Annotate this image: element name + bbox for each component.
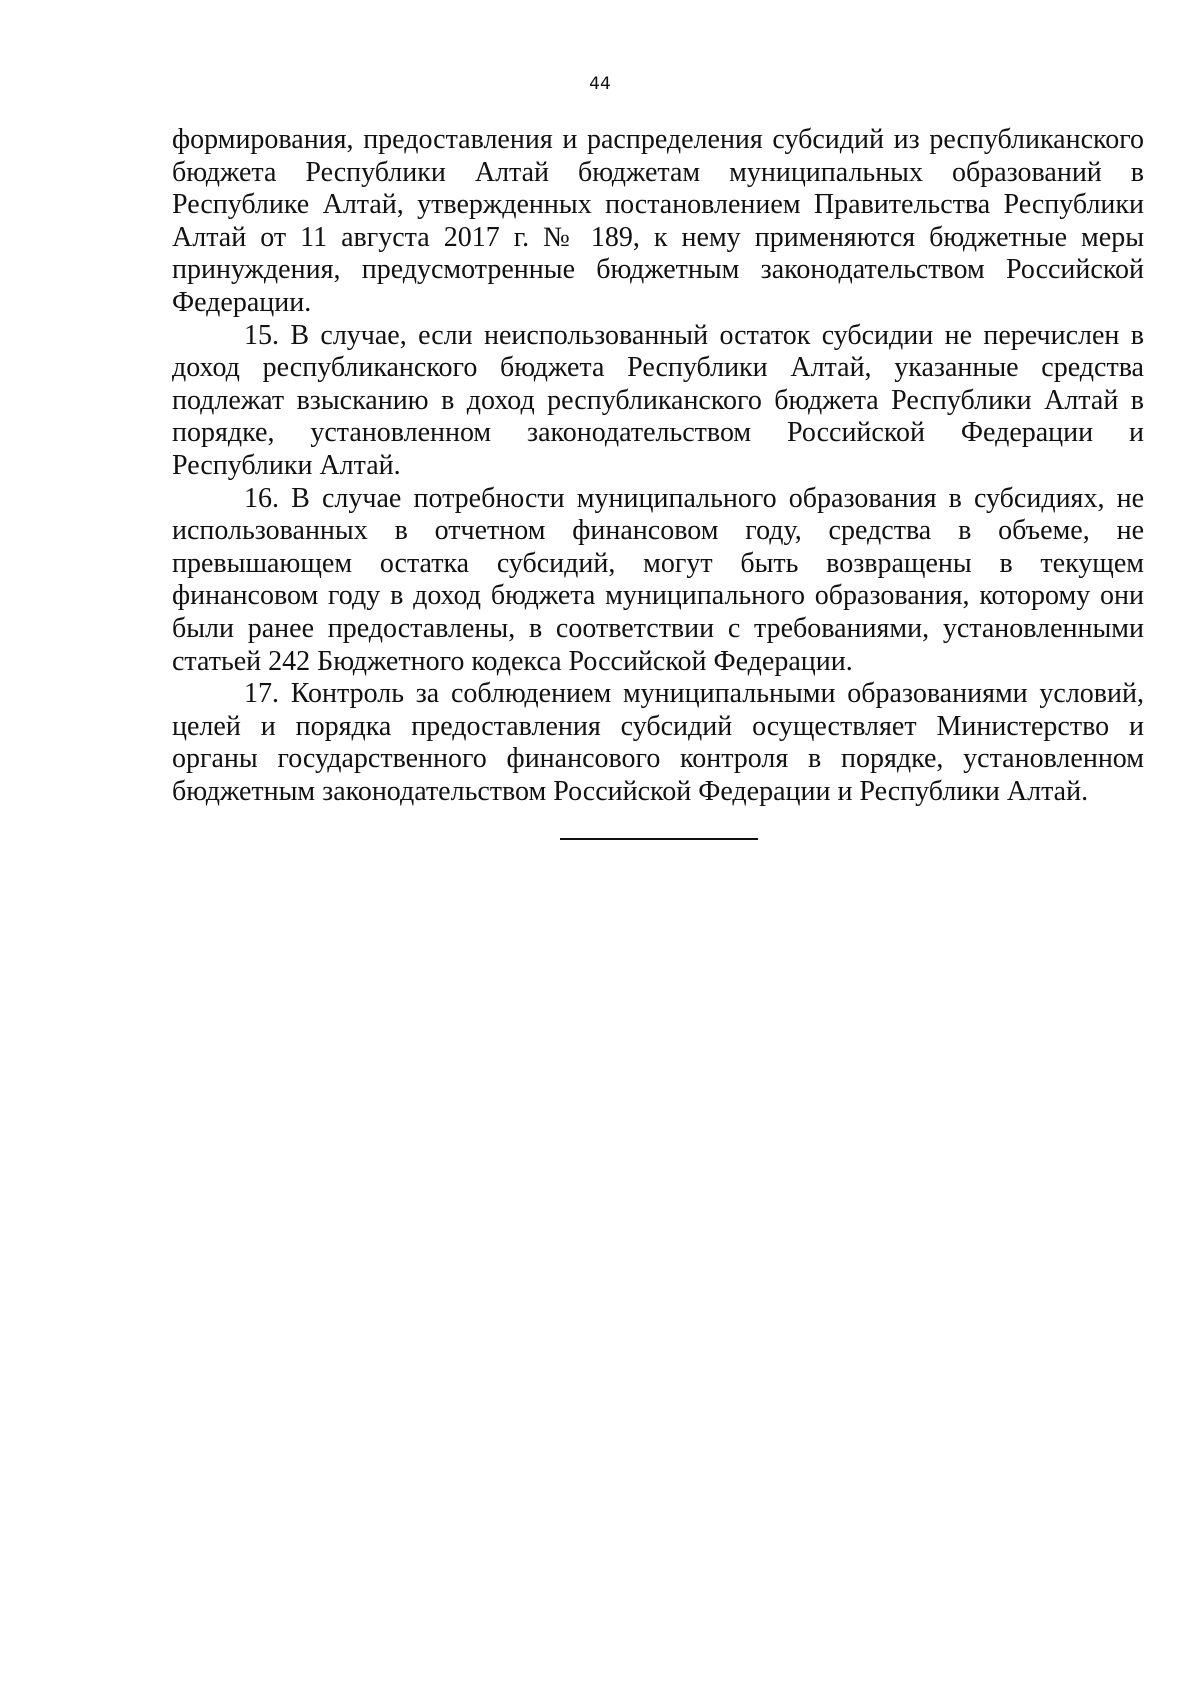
paragraph-16: 16. В случае потребности муниципального образования в субсидиях, не использованных в отчетном финансовом году, средства в объеме, не превышающем остатка субсидий, могут быть возвращены в текущем финансовом году в доход бюджета муниципального образования, которому они были ранее предоставлены, в соответствии с требованиями, установленными статьей 242 Бюджетного кодекса Российской Федерации.: [172, 482, 1144, 677]
paragraph-17: 17. Контроль за соблюдением муниципальными образованиями условий, целей и порядка предоставления субсидий осуществляет Министерство и органы государственного финансового контроля в порядке, установленном бюджетным законодательством Российской Федерации и Республики Алтай.: [172, 678, 1144, 807]
paragraph-15: 15. В случае, если неиспользованный остаток субсидии не перечислен в доход республиканского бюджета Республики Алтай, указанные средства подлежат взысканию в доход республиканского бюджета Республики Алтай в порядке, установленном законодательством Российской Федерации и Республики Алтай.: [172, 319, 1144, 481]
document-body: [172, 124, 1144, 808]
page-number: 44: [589, 74, 611, 94]
paragraph-continuation: формирования, предоставления и распределения субсидий из республиканского бюджета Республики Алтай бюджетам муниципальных образований в Республике Алтай, утвержденных постановлением Правительства Республики Алтай от 11 августа 2017 г. № 189, к нему применяются бюджетные меры принуждения, предусмотренные бюджетным законодательством Российской Федерации.: [172, 124, 1144, 318]
end-of-document-rule: [560, 838, 758, 840]
